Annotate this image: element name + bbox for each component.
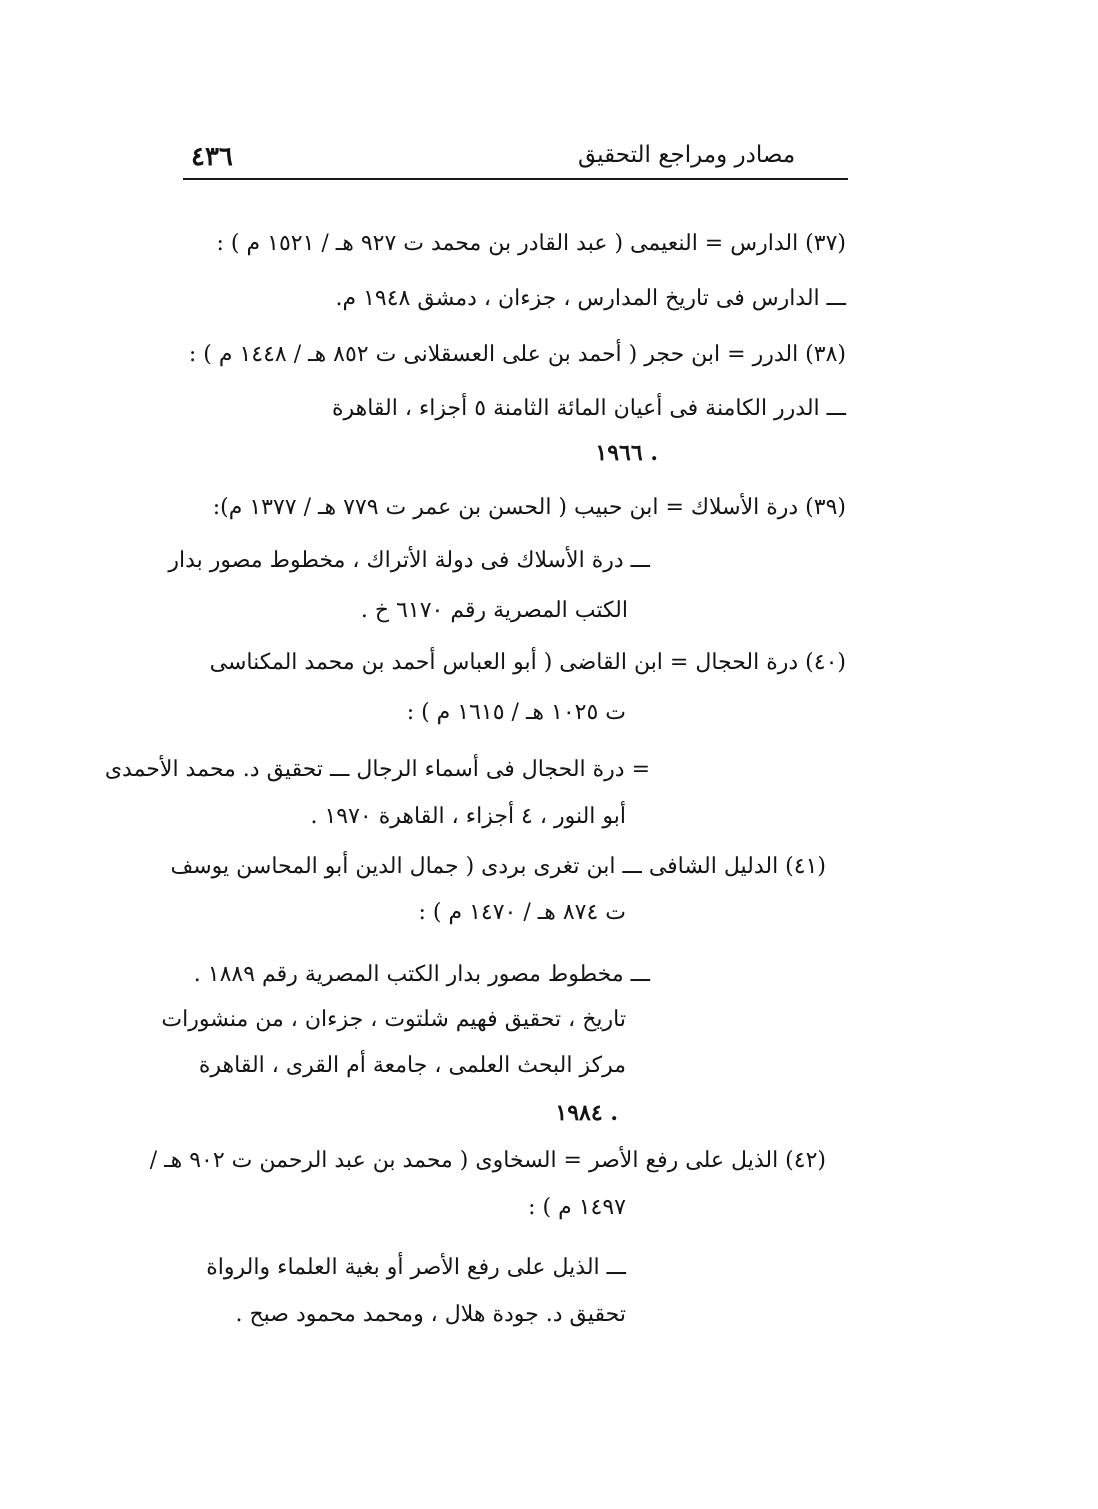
entry-line: ت ١٠٢٥ هـ / ١٦١٥ م ) : <box>406 700 626 725</box>
running-title: مصادر ومراجع التحقيق <box>578 142 796 168</box>
page-number: ٤٣٦ <box>191 142 233 172</box>
page-header <box>183 136 848 182</box>
entry-line: تحقيق د. جودة هلال ، ومحمد محمود صبح . <box>235 1302 626 1327</box>
entry-line: مركز البحث العلمى ، جامعة أم القرى ، القاهرة <box>198 1053 626 1078</box>
entry-line: ـــ مخطوط مصور بدار الكتب المصرية رقم ١٨٨٩ . <box>193 962 650 987</box>
entry-heading: (٣٩) درة الأسلاك = ابن حبيب ( الحسن بن عمر ت ٧٧٩ هـ / ١٣٧٧ م): <box>212 495 846 520</box>
entry-heading: (٣٧) الدارس = النعيمى ( عبد القادر بن محمد ت ٩٢٧ هـ / ١٥٢١ م ) : <box>216 231 846 256</box>
entry-line: تاريخ ، تحقيق فهيم شلتوت ، جزءان ، من منشورات <box>161 1007 626 1032</box>
entry-line: ـــ الذيل على رفع الأصر أو بغية العلماء والرواة <box>206 1255 626 1280</box>
entry-line: ـــ الدرر الكامنة فى أعيان المائة الثامنة ٥ أجزاء ، القاهرة <box>331 396 846 421</box>
entry-line: أبو النور ، ٤ أجزاء ، القاهرة ١٩٧٠ . <box>310 804 626 829</box>
entry-line: ١٩٨٤ . <box>555 1100 618 1126</box>
entry-heading: (٤١) الدليل الشافى ـــ ابن تغرى بردى ( جمال الدين أبو المحاسن يوسف <box>170 854 826 879</box>
entry-heading: (٣٨) الدرر = ابن حجر ( أحمد بن على العسقلانى ت ٨٥٢ هـ / ١٤٤٨ م ) : <box>188 342 846 367</box>
header-rule <box>183 178 848 180</box>
entry-line: ت ٨٧٤ هـ / ١٤٧٠ م ) : <box>418 900 626 925</box>
entry-line: الكتب المصرية رقم ٦١٧٠ خ . <box>360 598 628 623</box>
entry-line: ـــ الدارس فى تاريخ المدارس ، جزءان ، دمشق ١٩٤٨ م. <box>335 286 846 311</box>
entry-line: ١٤٩٧ م ) : <box>528 1195 626 1220</box>
entry-heading: (٤٠) درة الحجال = ابن القاضى ( أبو العباس أحمد بن محمد المكناسى <box>209 650 846 675</box>
entry-line: = درة الحجال فى أسماء الرجال ـــ تحقيق د. محمد الأحمدى <box>104 757 650 782</box>
entry-heading: (٤٢) الذيل على رفع الأصر = السخاوى ( محمد بن عبد الرحمن ت ٩٠٢ هـ / <box>149 1148 826 1173</box>
entry-line: ـــ درة الأسلاك فى دولة الأتراك ، مخطوط مصور بدار <box>168 548 650 573</box>
entry-line: ١٩٦٦ . <box>595 440 658 466</box>
